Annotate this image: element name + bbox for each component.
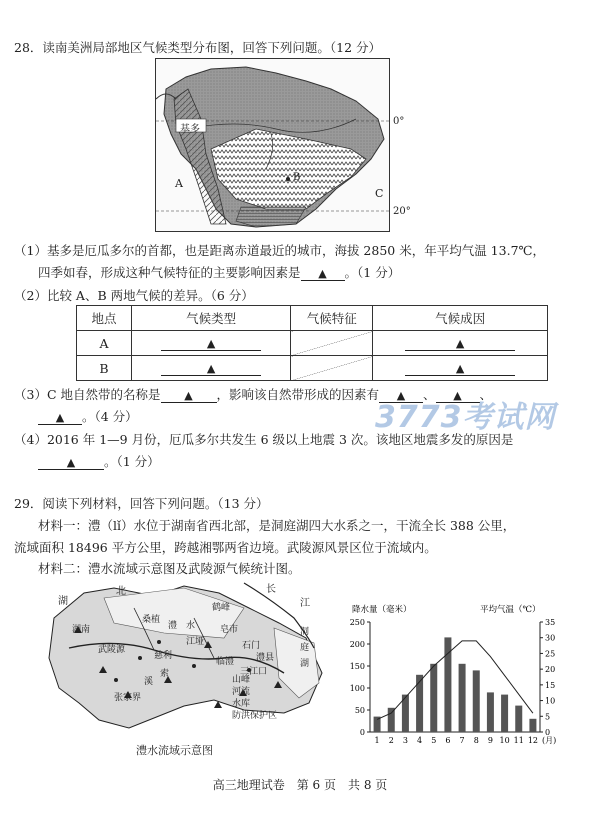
answer-blank[interactable]: ▲	[161, 387, 217, 403]
map-label-a: A	[175, 177, 183, 190]
map-caption: 澧水流域示意图	[136, 744, 213, 757]
table-header: 地点	[77, 306, 132, 331]
precip-bar	[487, 692, 494, 732]
lishui-basin-map	[44, 578, 334, 738]
y2-tick-label: 35	[545, 618, 556, 627]
y-tick-label: 0	[359, 728, 365, 737]
table-row-label: A	[77, 331, 132, 356]
map-label: 澧县	[256, 653, 275, 663]
y2-tick-label: 5	[545, 712, 551, 722]
lat-0-label: 0°	[393, 116, 405, 127]
y2-tick-label: 10	[545, 696, 556, 706]
y-tick-label: 150	[349, 662, 365, 671]
map-label: 江垭	[186, 637, 205, 647]
y2-tick-label: 25	[545, 649, 556, 659]
precip-bar	[501, 695, 508, 732]
precip-bar	[430, 664, 437, 732]
x-tick-label: 4	[417, 736, 423, 745]
map-label: 临澧	[216, 657, 235, 667]
diagonal-cell	[291, 356, 373, 381]
y-tick-label: 250	[349, 618, 365, 627]
y-tick-label: 100	[349, 684, 365, 693]
map-label: 三江口	[240, 667, 268, 677]
map-label: 江	[300, 598, 310, 609]
climate-chart	[340, 600, 580, 760]
climate-comparison-table	[76, 305, 548, 381]
map-label: 湖南	[72, 625, 91, 635]
precip-bar	[388, 708, 395, 732]
map-label: 洞	[300, 627, 310, 637]
q29-material2: 材料二：澧水流域示意图及武陵源气候统计图。	[38, 561, 301, 576]
q28-p4-line1: （4）2016 年 1—9 月份，厄瓜多尔共发生 6 级以上地震 3 次。该地区地震多发的原因是	[14, 432, 514, 447]
map-label: 溪	[144, 677, 154, 687]
precip-bar	[459, 664, 466, 732]
x-tick-label: 5	[431, 736, 437, 745]
answer-cell[interactable]: ▲	[132, 356, 291, 381]
table-header: 气候特征	[291, 306, 373, 331]
watermark-logo: 3773考试网	[375, 400, 556, 435]
page-footer: 高三地理试卷 第 6 页 共 8 页	[212, 778, 388, 792]
answer-blank[interactable]: ▲	[379, 387, 423, 403]
map-label-quito: 基多	[180, 124, 200, 135]
q29-material1-line1: 材料一：澧（lǐ）水位于湖南省西北部，是洞庭湖四大水系之一，干流全长 388 公里，	[38, 518, 516, 533]
y2-tick-label: 20	[545, 665, 556, 675]
map-label: 皂市	[220, 625, 239, 635]
y2-tick-label: 0	[545, 728, 551, 737]
q28-p1-line2: 四季如春，形成这种气候特征的主要影响因素是 ▲ 。（1 分）	[38, 265, 401, 280]
y-tick-label: 50	[354, 706, 365, 715]
map-label: 水	[186, 621, 196, 631]
x-tick-label: 10	[499, 736, 510, 745]
y2-tick-label: 30	[545, 633, 556, 643]
y2-axis-label: 平均气温（℃）	[480, 605, 541, 615]
climate-chart-svg	[340, 600, 580, 760]
x-tick-label: 11	[513, 736, 524, 745]
x-tick-label: 1	[374, 736, 380, 745]
answer-cell[interactable]: ▲	[373, 331, 548, 356]
answer-blank[interactable]: ▲	[38, 454, 104, 470]
x-tick-label: 8	[473, 736, 479, 745]
answer-blank[interactable]: ▲	[38, 409, 82, 425]
precip-bar	[416, 675, 423, 732]
q29-material1-line2: 流域面积 18496 平方公里，跨越湘鄂两省边境。武陵源风景区位于流域内。	[14, 540, 437, 555]
legend-reservoir: 水库	[232, 699, 251, 709]
legend-flood-area: 防洪保护区	[232, 711, 278, 721]
map-label: 鹤峰	[212, 603, 231, 613]
temperature-line	[377, 641, 533, 720]
map-label-c: C	[375, 187, 384, 200]
answer-blank[interactable]: ▲	[436, 387, 480, 403]
legend-river: 河流	[232, 687, 251, 697]
south-america-climate-map	[155, 58, 390, 232]
q28-title: 28．读南美洲局部地区气候类型分布图，回答下列问题。（12 分）	[14, 40, 382, 55]
map-label: 索	[160, 669, 170, 679]
map-label: 石门	[242, 641, 261, 651]
legend-peak: 山峰	[232, 675, 251, 685]
y-axis-label: 降水量（毫米）	[352, 605, 412, 615]
x-tick-label: 6	[445, 736, 451, 745]
x-tick-label: 2	[388, 736, 394, 745]
x-tick-label: 12	[527, 736, 539, 745]
x-tick-label: 9	[487, 736, 493, 745]
diagonal-cell	[291, 331, 373, 356]
map-label: 长	[266, 584, 276, 595]
x-tick-label: 7	[459, 736, 465, 745]
q28-p1-line1: （1）基多是厄瓜多尔的首都，也是距离赤道最近的城市，海拔 2850 米，年平均气温 13.7℃，	[14, 243, 546, 258]
map-label: 北	[116, 586, 126, 597]
map-label: 桑植	[142, 615, 161, 625]
map-label: 武陵源	[98, 645, 126, 655]
answer-blank[interactable]: ▲	[301, 265, 345, 281]
q28-p4-line2: ▲ 。（1 分）	[38, 452, 160, 470]
map-label: 慈利	[154, 651, 173, 661]
map-label: 澧	[168, 621, 178, 631]
q28-p3: （3）C 地自然带的名称是 ▲ ，影响该自然带形成的因素有 ▲ 、 ▲ 、	[14, 387, 493, 402]
map-legend	[232, 674, 277, 722]
answer-cell[interactable]: ▲	[373, 356, 548, 381]
q28-p3-line2: ▲ 。（4 分）	[38, 407, 138, 425]
map-label: 湖	[58, 596, 68, 607]
table-header: 气候类型	[132, 306, 291, 331]
table-row-label: B	[77, 356, 132, 381]
precip-bar	[529, 719, 536, 732]
lat-20-label: 20°	[393, 206, 411, 217]
x-unit-label: (月)	[542, 736, 557, 745]
map-label: 湖	[300, 659, 310, 669]
map-label: 张家界	[114, 693, 142, 703]
answer-cell[interactable]: ▲	[132, 331, 291, 356]
y2-tick-label: 15	[545, 680, 556, 690]
q29-title: 29．阅读下列材料，回答下列问题。（13 分）	[14, 496, 269, 511]
precip-bar	[515, 706, 522, 732]
table-header: 气候成因	[373, 306, 548, 331]
q28-p2: （2）比较 A、B 两地气候的差异。（6 分）	[14, 288, 254, 303]
y-tick-label: 200	[349, 640, 365, 649]
x-tick-label: 3	[402, 736, 408, 745]
map-label: 庭	[300, 643, 310, 653]
map-label-b: B	[293, 172, 301, 183]
precip-bar	[473, 670, 480, 732]
